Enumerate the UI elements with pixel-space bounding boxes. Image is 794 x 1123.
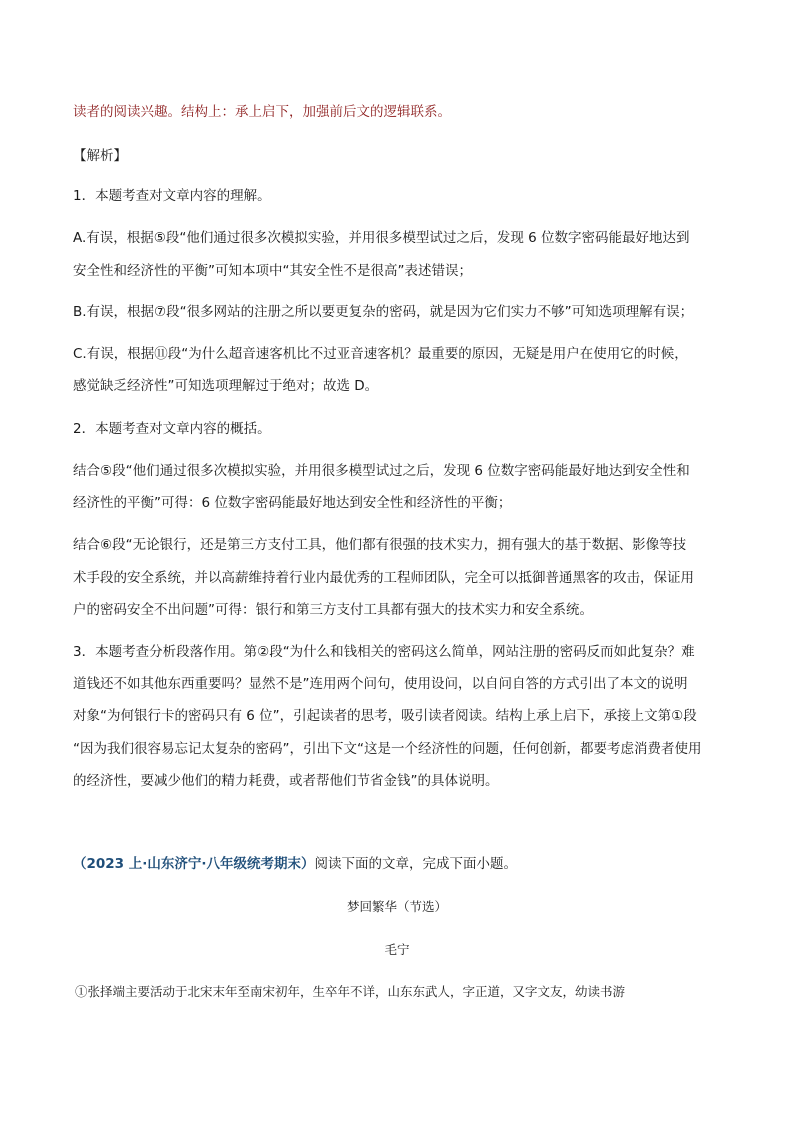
q1-option-a-line1: A.有误，根据⑤段“他们通过很多次模拟实验，并用很多模型试过之后，发现 6 位数字密码能最好地达到: [73, 230, 690, 246]
question-source: （2023 上·山东济宁·八年级统考期末）: [73, 856, 315, 872]
article-title: 梦回繁华（节选）: [346, 899, 447, 914]
q2-para1-line1: 结合⑤段“他们通过很多次模拟实验，并用很多模型试过之后，发现 6 位数字密码能最好地达到安全性和: [73, 463, 690, 479]
q3-line4: “因为我们很容易忘记太复杂的密码”，引出下文“这是一个经济性的问题，任何创新，都要考虑消费者使用: [73, 741, 702, 757]
q2-intro: 2．本题考查对文章内容的概括。: [73, 421, 271, 437]
q3-line1: 3．本题考查分析段落作用。第②段“为什么和钱相关的密码这么简单，网站注册的密码反而如此复杂？难: [73, 644, 695, 660]
question-instruction: 阅读下面的文章，完成下面小题。: [314, 856, 518, 872]
q1-option-c-line1: C.有误，根据⑪段“为什么超音速客机比不过亚音速客机？最重要的原因，无疑是用户在使用它的时候，: [73, 346, 688, 362]
q2-para2-line2: 术手段的安全系统，并以高薪维持着行业内最优秀的工程师团队，完全可以抵御普通黑客的攻击，保证用: [73, 570, 694, 586]
next-question-header: [73, 855, 723, 873]
q3-line2: 道钱还不如其他东西重要吗？显然不是”连用两个问句，使用设问，以自问自答的方式引出了本文的说明: [73, 676, 688, 692]
q1-option-a-line2: 安全性和经济性的平衡”可知本项中“其安全性不是很高”表述错误；: [73, 263, 472, 279]
q3-line3: 对象“为何银行卡的密码只有 6 位”，引起读者的思考，吸引读者阅读。结构上承上启下，承接上文第①段: [73, 708, 697, 724]
article-author: 毛宁: [384, 942, 410, 957]
q3-line5: 的经济性，要减少他们的精力耗费，或者帮他们节省金钱”的具体说明。: [73, 773, 499, 789]
q1-option-b-line1: B.有误，根据⑦段“很多网站的注册之所以要更复杂的密码，就是因为它们实力不够”可知选项理解有误；: [73, 304, 694, 320]
analysis-heading: 【解析】: [73, 148, 127, 164]
q1-option-c-line2: 感觉缺乏经济性”可知选项理解过于绝对；故选 D。: [73, 378, 379, 394]
answer-tail: 读者的阅读兴趣。结构上：承上启下，加强前后文的逻辑联系。: [73, 104, 451, 120]
article-paragraph-1: ①张择端主要活动于北宋末年至南宋初年，生卒年不详，山东东武人，字正道，又字文友，幼读书游: [75, 984, 626, 999]
q2-para1-line2: 经济性的平衡”可得：6 位数字密码能最好地达到安全性和经济性的平衡；: [73, 495, 512, 511]
q1-intro: 1．本题考查对文章内容的理解。: [73, 188, 271, 204]
q2-para2-line3: 户的密码安全不出问题”可得：银行和第三方支付工具都有强大的技术实力和安全系统。: [73, 602, 593, 618]
q2-para2-line1: 结合⑥段“无论银行，还是第三方支付工具，他们都有很强的技术实力，拥有强大的基于数据、影像等技: [73, 537, 687, 553]
